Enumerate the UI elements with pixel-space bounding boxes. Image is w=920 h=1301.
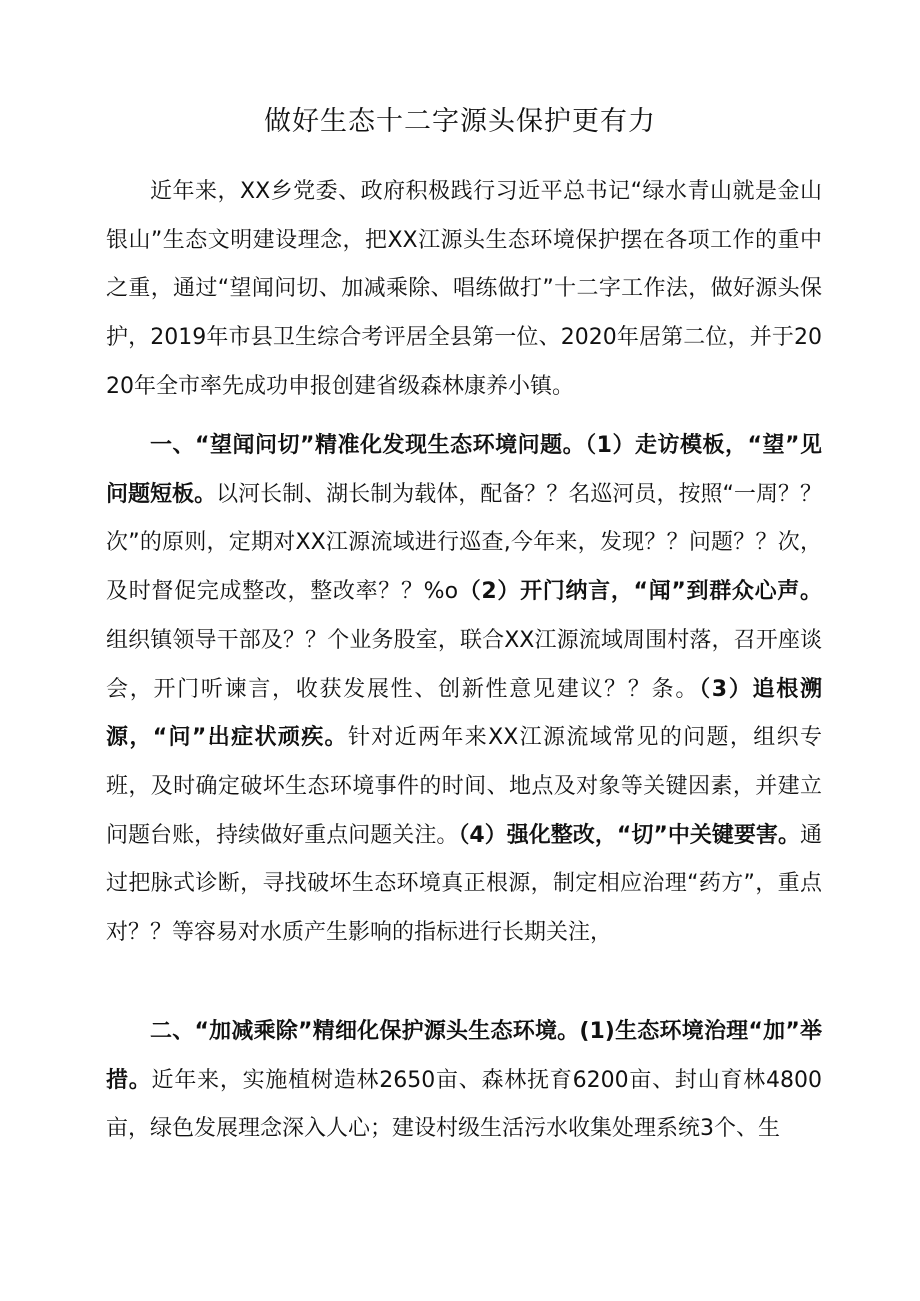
section-1-item-2-title: （2）开门纳言，“闻”到群众心声。	[458, 579, 822, 605]
section-1-heading: 一、“望闻问切”精准化发现生态环境问题。	[150, 433, 586, 458]
section-1-item-1-title: （1）走访模板，“望”见问题短板。	[106, 433, 823, 507]
section-1-item-3-title: （3）追根溯源，“问”出症状顽疾。	[106, 676, 822, 751]
section-1-item-4-title: （4）强化整改，“切”中关键要害。	[458, 822, 800, 848]
document-title: 做好生态十二字源头保护更有力	[264, 106, 656, 137]
section-2-item-1-text: 近年来，实施植树造林2650亩、森林抚育6200亩、封山育林4800亩，绿色发展理念深入人心；建设村级生活污水收集处理系统3个、生	[106, 1067, 822, 1142]
section-1-item-1-text: 以河长制、湖长制为载体，配备？？名巡河员，按照“一周？？次”的原则，定期对XX江源流域进行巡查,今年来，发现？？问题？？次，及时督促完成整改，整改率？？%o	[106, 481, 822, 605]
section-1-item-2-text: 组织镇领导干部及？？个业务股室，联合XX江源流域周围村落，召开座谈会，开门听谏言，收获发展性、创新性意见建议？？条。	[106, 627, 822, 702]
section-1-paragraph	[106, 422, 822, 958]
section-1-item-3-text: 针对近两年来XX江源流域常见的问题，组织专班，及时确定破坏生态环境事件的时间、地点及对象等关键因素，并建立问题台账，持续做好重点问题关注。	[106, 725, 822, 848]
intro-paragraph: 近年来，XX乡党委、政府积极践行习近平总书记“绿水青山就是金山银山”生态文明建设理念，把XX江源头生态环境保护摆在各项工作的重中之重，通过“望闻问切、加减乘除、唱练做打”十二字工作法，做好源头保护，2019年市县卫生综合考评居全县第一位、2020年居第二位，并于2020年全市率先成功申报创建省级森林康养小镇。	[106, 179, 822, 399]
section-2-heading: 二、“加减乘除”精细化保护源头生态环境。	[150, 1019, 580, 1044]
section-2-paragraph	[106, 1008, 822, 1154]
section-2-item-1-title: (1)生态环境治理“加”举措。	[106, 1019, 823, 1093]
section-1-item-4-text: 通过把脉式诊断，寻找破坏生态环境真正根源，制定相应治理“药方”，重点对？？等容易对水质产生影响的指标进行长期关注，	[106, 822, 822, 946]
